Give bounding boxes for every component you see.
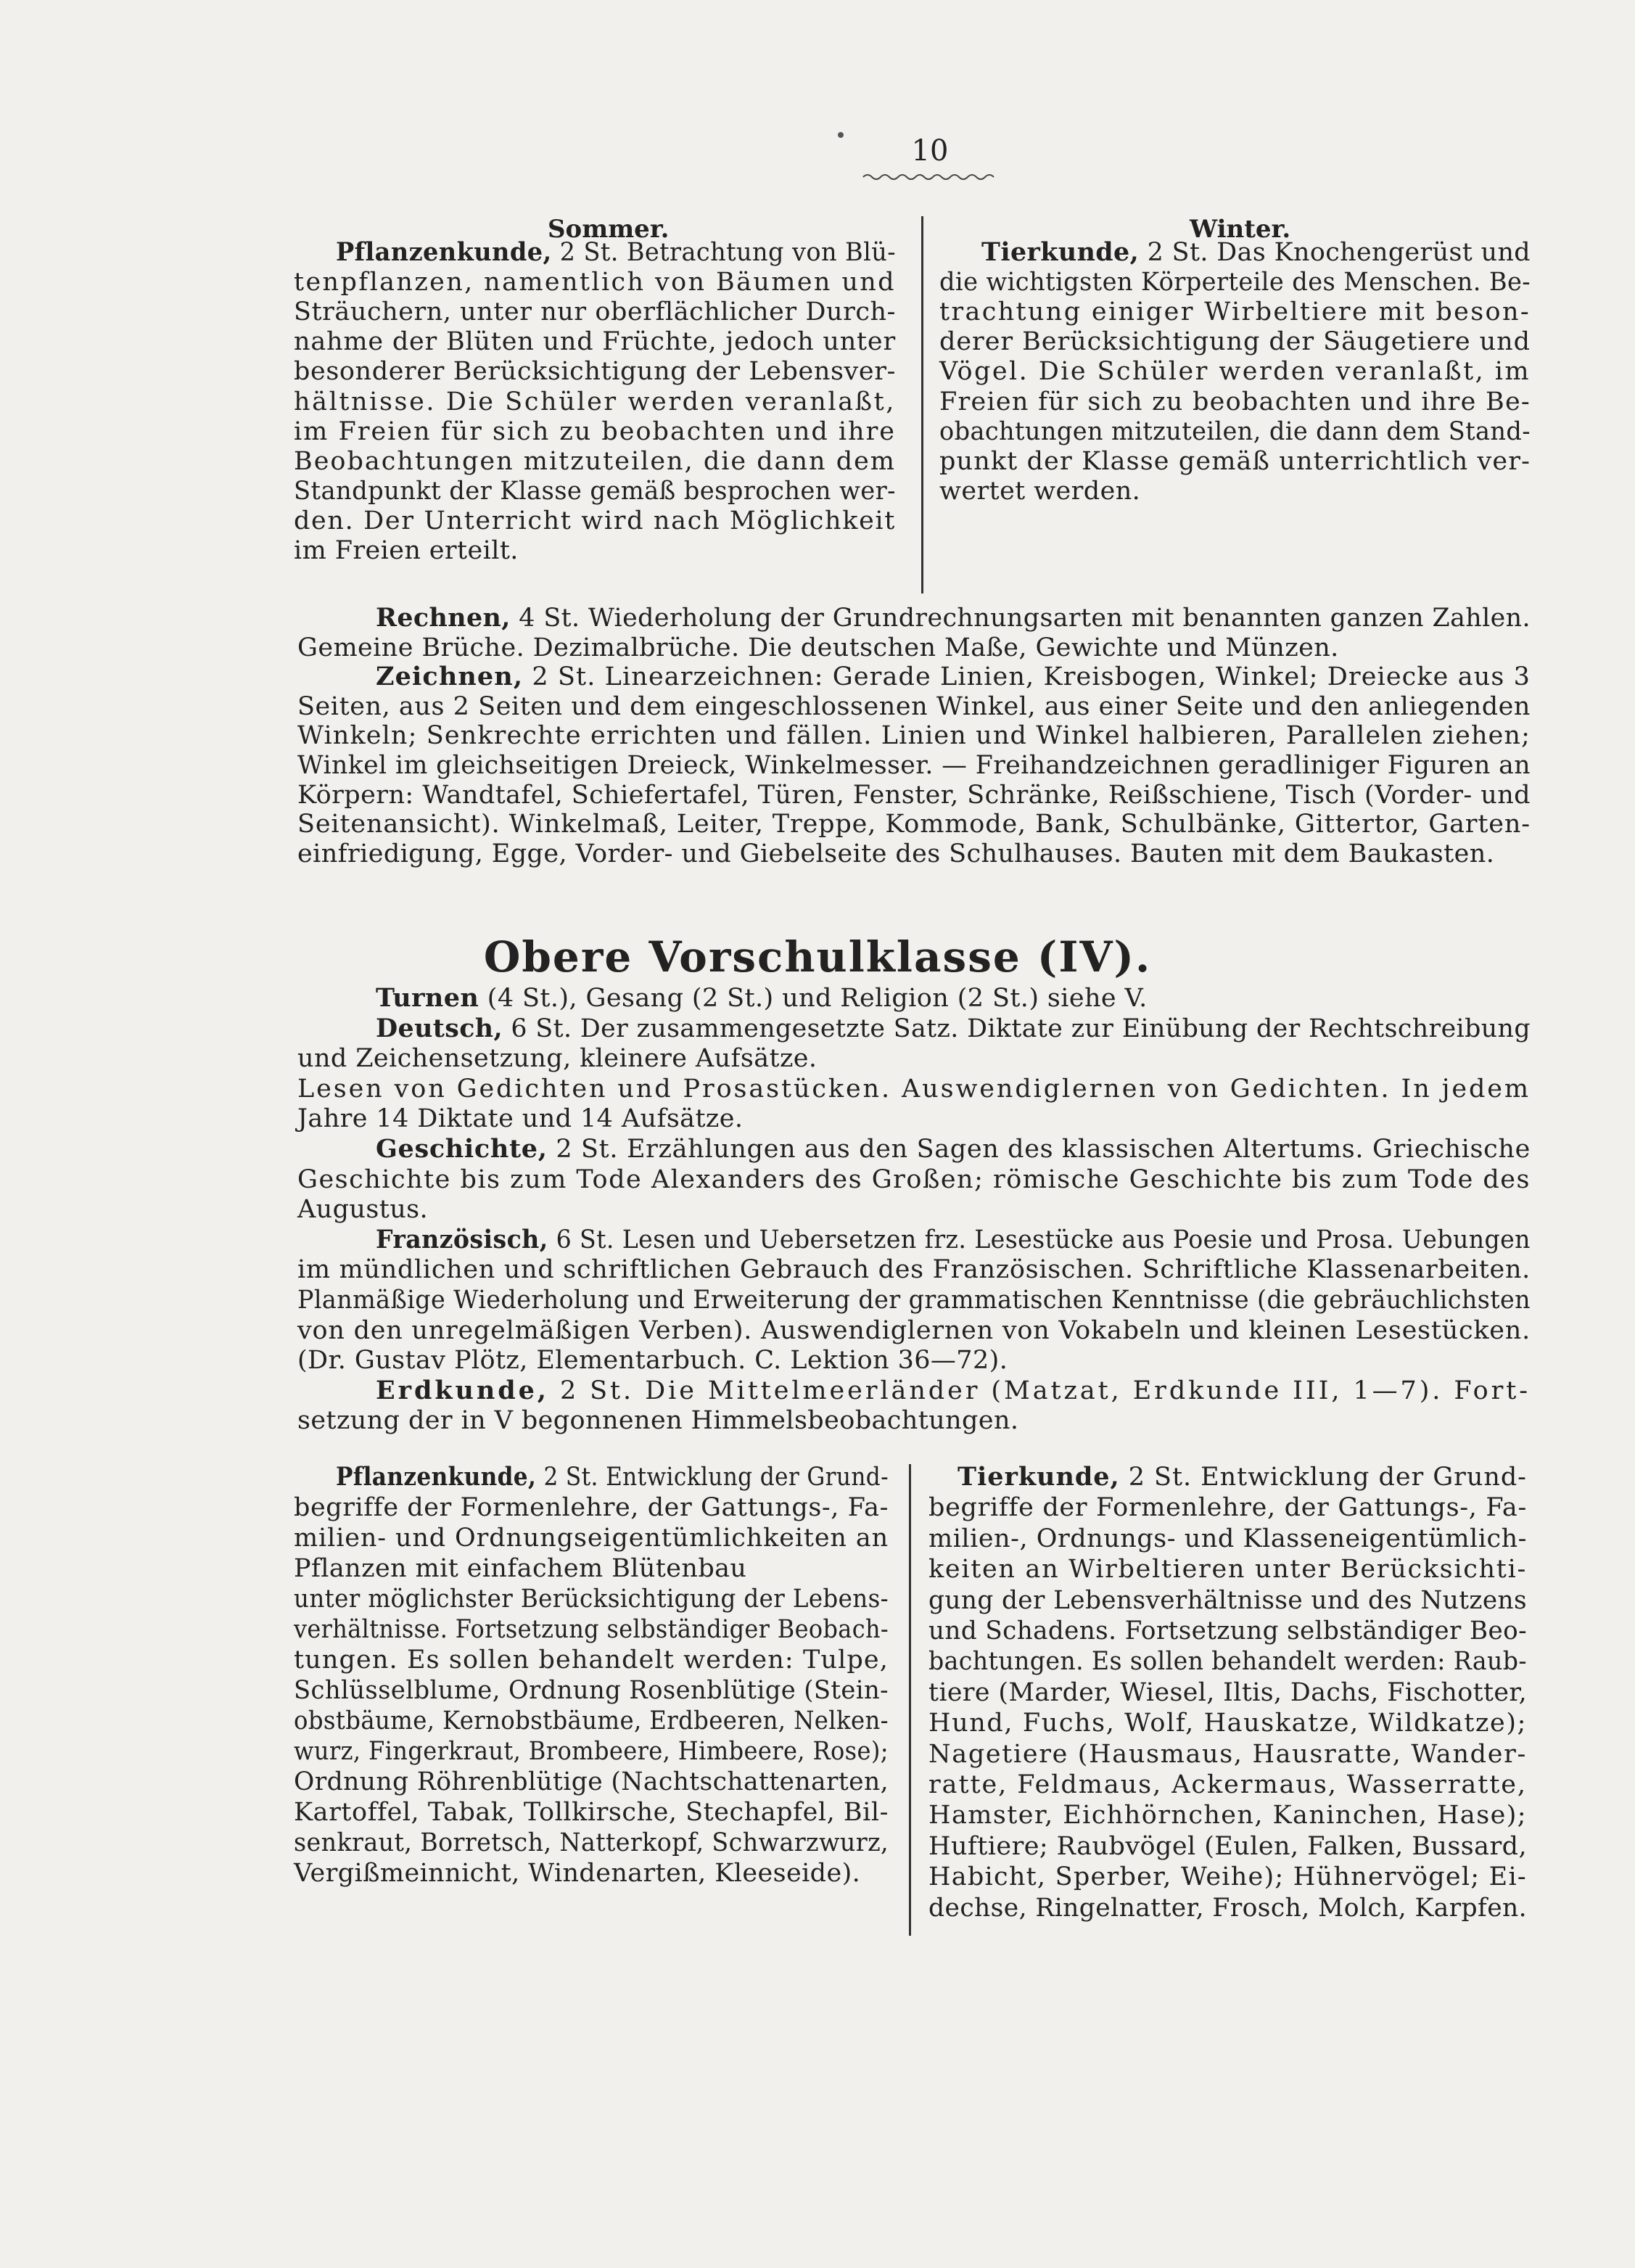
line-text: Hund, Fuchs, Wolf, Hauskatze, Wildkatze); xyxy=(928,1709,1527,1738)
line-text: Gemeine Brüche. Dezimalbrüche. Die deutschen Maße, Gewichte und Münzen. xyxy=(297,633,1339,662)
block2-line xyxy=(297,1104,743,1133)
line-text: 2 St. Entwicklung der Grund- xyxy=(536,1463,889,1492)
line-text: Sträuchern, unter nur oberflächlicher Durch- xyxy=(294,297,896,327)
summer-line xyxy=(294,417,896,446)
left2-line xyxy=(294,1585,889,1614)
subject-label: Zeichnen, xyxy=(376,662,524,692)
block2-line xyxy=(297,1406,1018,1435)
summer-line xyxy=(294,268,896,297)
winter-header: Winter. xyxy=(1190,215,1291,244)
subject-label: Pflanzenkunde, xyxy=(336,1462,537,1492)
line-text: trachtung einiger Wirbeltiere mit beson- xyxy=(939,297,1531,327)
line-text: Hamster, Eichhörnchen, Kaninchen, Hase); xyxy=(928,1801,1528,1831)
block1-line xyxy=(297,781,1531,810)
line-text: Winkel im gleichseitigen Dreieck, Winkelmesser. — Freihandzeichnen geradliniger Figuren an xyxy=(297,751,1531,780)
block1-line xyxy=(297,751,1531,780)
left2-line xyxy=(294,1524,889,1553)
section-title: Obere Vorschulklasse (IV). xyxy=(483,932,1152,982)
subject-label: Pflanzenkunde, xyxy=(336,237,552,267)
line-text: 6 St. Lesen und Uebersetzen frz. Lesestücke aus Poesie und Prosa. Uebungen xyxy=(548,1225,1531,1254)
summer-line xyxy=(294,536,519,565)
line-text: tungen. Es sollen behandelt werden: Tulpe, xyxy=(294,1645,889,1675)
subject-label: Tierkunde, xyxy=(957,1462,1120,1492)
block2-line xyxy=(376,1225,1531,1254)
line-text: unter möglichster Berücksichtigung der Lebens- xyxy=(294,1585,889,1614)
summer-line xyxy=(294,357,896,386)
winter-line xyxy=(939,417,1531,446)
winter-line xyxy=(939,297,1531,326)
line-text: 4 St. Wiederholung der Grundrechnungsarten mit benannten ganzen Zahlen. xyxy=(510,604,1531,633)
line-text: Schlüsselblume, Ordnung Rosenblütige (Stein- xyxy=(294,1676,889,1705)
line-text: gung der Lebensverhältnisse und des Nutzens xyxy=(928,1585,1528,1615)
summer-line xyxy=(294,477,896,506)
summer-line xyxy=(294,327,896,356)
line-text: Vergißmeinnicht, Windenarten, Kleeseide). xyxy=(294,1859,861,1888)
block2-line xyxy=(297,1044,817,1073)
block2-line xyxy=(297,1346,1008,1375)
right2-line xyxy=(928,1832,1527,1861)
line-text: Seitenansicht). Winkelmaß, Leiter, Treppe, Kommode, Bank, Schulbänke, Gittertor, Garten- xyxy=(297,810,1531,839)
line-text: tiere (Marder, Wiesel, Iltis, Dachs, Fischotter, xyxy=(928,1677,1528,1707)
line-text: wurz, Fingerkraut, Brombeere, Himbeere, Rose); xyxy=(294,1737,889,1766)
winter-line xyxy=(981,238,1531,267)
left2-line xyxy=(294,1676,889,1705)
line-text: Habicht, Sperber, Weihe); Hühnervögel; Ei- xyxy=(928,1862,1527,1892)
block2-line xyxy=(297,1286,1531,1315)
summer-line xyxy=(294,297,896,326)
right2-line xyxy=(928,1493,1527,1522)
right2-line xyxy=(928,1555,1527,1584)
block1-line xyxy=(376,662,1531,691)
line-text: Pflanzen mit einfachem Blütenbau xyxy=(294,1554,747,1583)
line-text: senkraut, Borretsch, Natterkopf, Schwarzwurz, xyxy=(294,1828,889,1857)
winter-line xyxy=(939,477,1140,506)
line-text: besonderer Berücksichtigung der Lebensver- xyxy=(294,357,896,387)
line-text: 6 St. Der zusammengesetzte Satz. Diktate zur Einübung der Rechtschreibung xyxy=(502,1014,1531,1043)
line-text: Körpern: Wandtafel, Schiefertafel, Türen, Fenster, Schränke, Reißschiene, Tisch (Vorder- und xyxy=(297,780,1531,810)
line-text: Huftiere; Raubvögel (Eulen, Falken, Bussard, xyxy=(928,1831,1528,1861)
line-text: Beobachtungen mitzuteilen, die dann dem xyxy=(294,446,896,476)
line-text: Vögel. Die Schüler werden veranlaßt, im xyxy=(939,357,1531,387)
line-text: verhältnisse. Fortsetzung selbständiger Beobach- xyxy=(294,1615,889,1644)
subject-label: Französisch, xyxy=(376,1224,548,1254)
left2-line xyxy=(294,1828,889,1857)
line-text: 2 St. Die Mittelmeerländer (Matzat, Erdkunde III, 1—7). Fort- xyxy=(548,1376,1531,1405)
line-text: Standpunkt der Klasse gemäß besprochen wer- xyxy=(294,476,896,506)
line-text: Nagetiere (Hausmaus, Hausratte, Wander- xyxy=(928,1739,1528,1769)
winter-line xyxy=(939,268,1531,297)
right2-line xyxy=(928,1586,1527,1615)
winter-line xyxy=(939,327,1531,356)
block2-line xyxy=(376,1135,1531,1164)
summer-line xyxy=(294,387,896,416)
line-text: milien- und Ordnungseigentümlichkeiten an xyxy=(294,1524,889,1553)
right2-line xyxy=(928,1678,1527,1707)
line-text: Winkeln; Senkrechte errichten und fällen. Linien und Winkel halbieren, Parallelen ziehen; xyxy=(297,721,1531,751)
right2-line xyxy=(928,1894,1527,1923)
line-text: Planmäßige Wiederholung und Erweiterung der grammatischen Kenntnisse (die gebräuchlichsten xyxy=(297,1286,1531,1315)
line-text: ratte, Feldmaus, Ackermaus, Wasserratte, xyxy=(928,1770,1527,1799)
left2-line xyxy=(294,1706,889,1735)
line-text: tenpflanzen, namentlich von Bäumen und xyxy=(294,268,896,297)
left2-line xyxy=(294,1859,860,1888)
block2-line xyxy=(297,1075,1531,1104)
line-text: nahme der Blüten und Früchte, jedoch unter xyxy=(294,327,896,357)
subject-label: Rechnen, xyxy=(376,603,511,633)
right2-line xyxy=(928,1740,1527,1769)
line-text: im Freien für sich zu beobachten und ihre xyxy=(294,416,897,446)
page-number: 10 xyxy=(911,134,949,168)
winter-line xyxy=(939,387,1531,416)
line-text: derer Berücksichtigung der Säugetiere und xyxy=(939,327,1531,357)
left2-line xyxy=(336,1463,889,1492)
block1-line xyxy=(297,839,1494,868)
summer-header: Sommer. xyxy=(548,215,670,244)
block2-line xyxy=(297,1316,1531,1345)
left2-line xyxy=(294,1767,889,1796)
block1-line xyxy=(297,721,1531,750)
line-text: einfriedigung, Egge, Vorder- und Giebelseite des Schulhauses. Bauten mit dem Baukasten. xyxy=(297,839,1495,868)
line-text: dechse, Ringelnatter, Frosch, Molch, Karpfen. xyxy=(928,1893,1528,1923)
summer-line xyxy=(294,447,896,476)
line-text: Augustus. xyxy=(297,1195,429,1225)
line-text: obachtungen mitzuteilen, die dann dem Stand- xyxy=(939,416,1531,446)
block2-line xyxy=(297,1255,1531,1284)
left2-line xyxy=(294,1737,889,1766)
line-text: Geschichte bis zum Tode Alexanders des Großen; römische Geschichte bis zum Tode des xyxy=(297,1164,1531,1194)
summer-line xyxy=(294,506,896,535)
left2-line xyxy=(294,1798,889,1827)
column-divider-bottom xyxy=(909,1464,911,1936)
winter-line xyxy=(939,447,1531,476)
left2-line xyxy=(294,1493,889,1522)
line-text: (Dr. Gustav Plötz, Elementarbuch. C. Lektion 36—72). xyxy=(297,1346,1008,1376)
line-text: und Schadens. Fortsetzung selbständiger Beo- xyxy=(928,1616,1528,1645)
line-text: bachtungen. Es sollen behandelt werden: Raub- xyxy=(928,1647,1528,1677)
line-text: Jahre 14 Diktate und 14 Aufsätze. xyxy=(297,1104,744,1134)
block2-line xyxy=(297,1195,428,1224)
line-text: 2 St. Linearzeichnen: Gerade Linien, Kreisbogen, Winkel; Dreiecke aus 3 xyxy=(523,662,1531,692)
line-text: setzung der in V begonnenen Himmelsbeobachtungen. xyxy=(297,1406,1019,1436)
block2-line xyxy=(376,1376,1531,1405)
block2-line xyxy=(376,984,1148,1013)
line-text: (4 St.), Gesang (2 St.) und Religion (2 St.) siehe V. xyxy=(479,984,1148,1013)
summer-line xyxy=(336,238,896,267)
right2-line xyxy=(928,1709,1527,1738)
left2-line xyxy=(294,1615,889,1644)
right2-line xyxy=(928,1770,1527,1799)
winter-line xyxy=(939,357,1531,386)
line-text: begriffe der Formenlehre, der Gattungs-, Fa- xyxy=(294,1493,889,1522)
block2-line xyxy=(297,1165,1531,1194)
line-text: wertet werden. xyxy=(939,476,1141,506)
line-text: und Zeichensetzung, kleinere Aufsätze. xyxy=(297,1044,818,1074)
right2-line xyxy=(928,1647,1527,1676)
line-text: im mündlichen und schriftlichen Gebrauch des Französischen. Schriftliche Klassenarbeiten. xyxy=(297,1255,1531,1285)
column-divider-top xyxy=(921,216,923,593)
line-text: hältnisse. Die Schüler werden veranlaßt, xyxy=(294,387,897,416)
line-text: 2 St. Entwicklung der Grund- xyxy=(1119,1463,1527,1492)
line-text: die wichtigsten Körperteile des Menschen. Be- xyxy=(939,268,1531,297)
line-text: 2 St. Das Knochengerüst und xyxy=(1139,238,1531,267)
subject-label: Turnen xyxy=(376,983,479,1013)
ink-dot xyxy=(838,132,844,138)
line-text: keiten an Wirbeltieren unter Berücksichti- xyxy=(928,1555,1527,1585)
block1-line xyxy=(297,692,1531,721)
right2-line xyxy=(928,1801,1527,1830)
right2-line xyxy=(957,1463,1527,1492)
line-text: begriffe der Formenlehre, der Gattungs-, Fa- xyxy=(928,1493,1527,1523)
block1-line xyxy=(297,633,1339,662)
line-text: punkt der Klasse gemäß unterrichtlich ver- xyxy=(939,446,1531,476)
subject-label: Tierkunde, xyxy=(981,237,1140,267)
line-text: Freien für sich zu beobachten und ihre Be- xyxy=(939,387,1531,416)
line-text: Ordnung Röhrenblütige (Nachtschattenarten, xyxy=(294,1767,889,1796)
subject-label: Geschichte, xyxy=(376,1134,548,1164)
block1-line xyxy=(297,810,1531,839)
right2-line xyxy=(928,1616,1527,1645)
line-text: den. Der Unterricht wird nach Möglichkeit xyxy=(294,506,896,535)
line-text: 2 St. Erzählungen aus den Sagen des klassischen Altertums. Griechische xyxy=(547,1135,1531,1164)
left2-line xyxy=(294,1554,746,1583)
line-text: Seiten, aus 2 Seiten und dem eingeschlossenen Winkel, aus einer Seite und den anliegenden xyxy=(297,691,1531,721)
line-text: Kartoffel, Tabak, Tollkirsche, Stechapfel, Bil- xyxy=(294,1798,889,1827)
line-text: obstbäume, Kernobstbäume, Erdbeeren, Nelken- xyxy=(294,1706,889,1735)
subject-label: Erdkunde, xyxy=(376,1375,549,1405)
right2-line xyxy=(928,1524,1527,1553)
ornament-rule xyxy=(862,171,998,183)
line-text: milien-, Ordnungs- und Klasseneigentümlich- xyxy=(928,1524,1527,1553)
block2-line xyxy=(376,1014,1531,1043)
line-text: im Freien erteilt. xyxy=(294,536,519,565)
left2-line xyxy=(294,1645,889,1675)
block1-line xyxy=(376,604,1531,633)
line-text: 2 St. Betrachtung von Blü- xyxy=(551,238,896,267)
line-text: von den unregelmäßigen Verben). Auswendiglernen von Vokabeln und kleinen Lesestücken. xyxy=(297,1315,1531,1345)
right2-line xyxy=(928,1862,1527,1891)
subject-label: Deutsch, xyxy=(376,1013,503,1043)
line-text: Lesen von Gedichten und Prosastücken. Auswendiglernen von Gedichten. In jedem xyxy=(297,1074,1531,1104)
